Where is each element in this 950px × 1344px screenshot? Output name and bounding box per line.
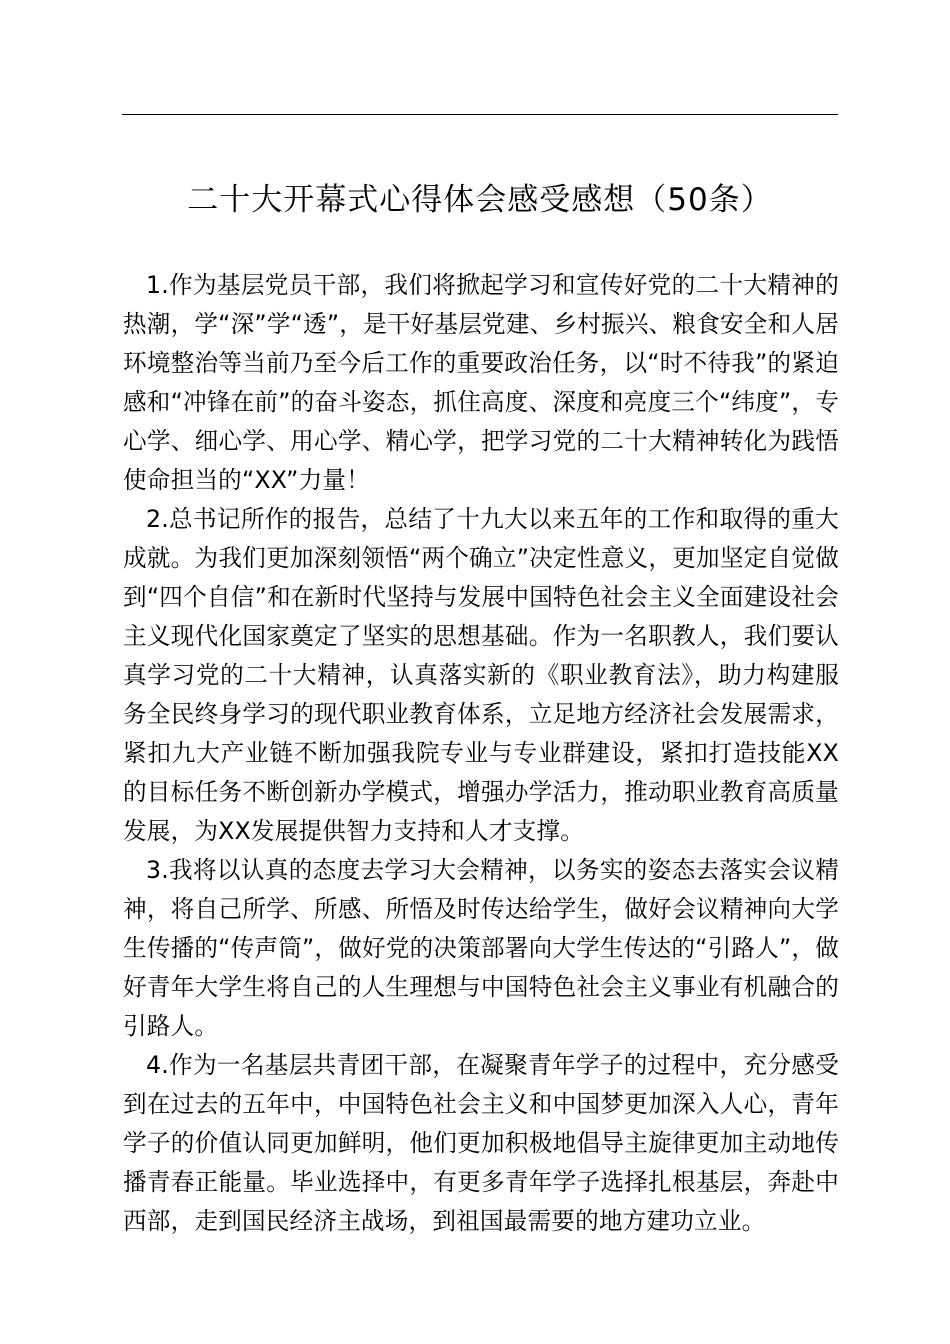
- header-rule: [122, 114, 838, 115]
- paragraph-3: 3.我将以认真的态度去学习大会精神，以务实的姿态去落实会议精神，将自己所学、所感、所悟及时传达给学生，做好会议精神向大学生传播的“传声筒”，做好党的决策部署向大学生传达的“引路人”，做好青年大学生将自己的人生理想与中国特色社会主义事业有机融合的引路人。: [123, 856, 839, 1040]
- paragraph-1: 1.作为基层党员干部，我们将掀起学习和宣传好党的二十大精神的热潮，学“深”学“透”，是干好基层党建、乡村振兴、粮食安全和人居环境整治等当前乃至今后工作的重要政治任务，以“时不待我”的紧迫感和“冲锋在前”的奋斗姿态，抓住高度、深度和亮度三个“纬度”，专心学、细心学、用心学、精心学，把学习党的二十大精神转化为践悟使命担当的“XX”力量！: [123, 271, 839, 494]
- paragraph-4: 4.作为一名基层共青团干部，在凝聚青年学子的过程中，充分感受到在过去的五年中，中国特色社会主义和中国梦更加深入人心，青年学子的价值认同更加鲜明，他们更加积极地倡导主旋律更加主动地传播青春正能量。毕业选择中，有更多青年学子选择扎根基层，奔赴中西部，走到国民经济主战场，到祖国最需要的地方建功立业。: [123, 1051, 839, 1235]
- document-title: 二十大开幕式心得体会感受感想（50条）: [187, 182, 773, 218]
- document-body: [123, 266, 839, 1241]
- paragraph-2: 2.总书记所作的报告，总结了十九大以来五年的工作和取得的重大成就。为我们更加深刻领悟“两个确立”决定性意义，更加坚定自觉做到“四个自信”和在新时代坚持与发展中国特色社会主义全面建设社会主义现代化国家奠定了坚实的思想基础。作为一名职教人，我们要认真学习党的二十大精神，认真落实新的《职业教育法》，助力构建服务全民终身学习的现代职业教育体系，立足地方经济社会发展需求，紧扣九大产业链不断加强我院专业与专业群建设，紧扣打造技能XX的目标任务不断创新办学模式，增强办学活力，推动职业教育高质量发展，为XX发展提供智力支持和人才支撑。: [123, 505, 839, 845]
